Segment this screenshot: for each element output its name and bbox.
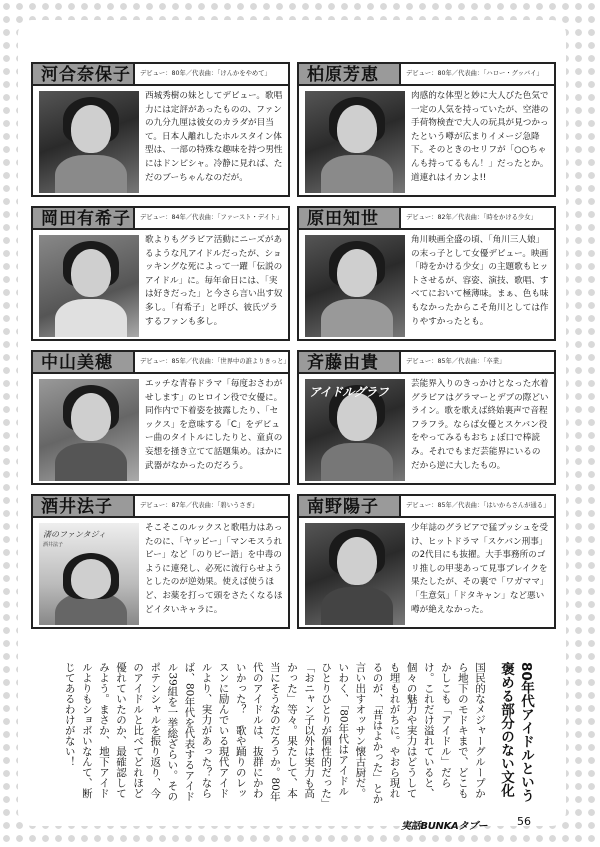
idol-photo — [305, 235, 405, 337]
idol-bio: エッチな青春ドラマ「毎度おさわがせします」のヒロイン役で女優に。同作内で下着姿を披露したり、「セックス」を意味する「C」をデビュー曲のタイトルにしたりと、童貞の妄想を掻き立てて話題集め。ほかに武器がなかったのだろう。 — [145, 379, 283, 471]
name-bar — [33, 64, 135, 86]
idol-debut: デビュー：80年／代表曲：「けんかをやめて」 — [140, 70, 271, 77]
idol-bio: そこそこのルックスと歌唱力はあったのに、「ヤッピー」「マンモスうれピー」など「のりピー語」を中毒のように連発し、必死に流行らせようとしたのが逆効果。使えば使うほど、お薬を打って頭をさたくなるほどイタいキャラに。 — [145, 523, 283, 615]
idol-bio: 肉感的な体型と妙に大人びた色気で一定の人気を持っていたが、空港の手荷物検査で大人の玩具が見つかったという噂が広まりイメージ急降下。そのときのセリフが「○○ちゃんも持ってるもん！」だったとか。道連れはイカンよ!! — [411, 91, 549, 183]
headline-line: 褒める部分のない文化 — [498, 662, 514, 797]
idol-name: 柏原芳恵 — [307, 65, 379, 85]
idol-debut: デビュー：87年／代表曲：「碧いうさぎ」 — [140, 502, 259, 509]
magazine-cover — [305, 379, 405, 481]
page-number: 56 — [517, 815, 531, 828]
debut-bar — [135, 208, 288, 230]
idol-card-okada — [31, 206, 290, 341]
idol-card-kawai — [31, 62, 290, 197]
name-bar — [299, 496, 401, 518]
idol-debut: デビュー：80年／代表曲：「ハロー・グッバイ」 — [406, 70, 543, 77]
magazine-logo: 実話BUNKAタブー — [401, 821, 488, 832]
article-headline — [494, 662, 536, 804]
idol-bio: 少年誌のグラビアで猛プッシュを受け、ヒットドラマ「スケバン刑事」の2代目にも抜擢。大手事務所のゴリ推しの甲斐あって見事ブレイクを果たしたが、その裏で「ワガママ」「生意気」「ドタキャン」など悪い噂が絶えなかった。 — [411, 523, 549, 615]
idol-bio: 西城秀樹の妹としてデビュー。歌唱力には定評があったものの、ファンの九分九厘は彼女のカラダが目当て。日本人離れしたホルスタイン体型は、一部の特殊な趣味を持つ男性にはドンピシャ。冷静に見れば、ただのブーちゃんなのだが。 — [145, 91, 283, 183]
name-bar — [33, 496, 135, 518]
debut-bar — [401, 352, 554, 374]
magazine-title: アイドルグラフ — [309, 385, 389, 399]
debut-bar — [135, 352, 288, 374]
idol-name: 河合奈保子 — [41, 65, 131, 85]
record-title: 渚のファンタジィ — [43, 530, 107, 539]
idol-debut: デビュー：85年／代表曲：「はいからさんが通る」 — [406, 502, 550, 509]
idol-debut: デビュー：85年／代表曲：「世界中の誰よりきっと」 — [140, 358, 290, 365]
article-body: 国民的なメジャーグループから地下のモドキまで、どこもかしこも「アイドル」だらけ。これだけ溢れていると、個々の魅力や実力はどうしても埋もれがちに。やおら現れるのが、「昔はよかった」とか言い出すオッサン懐古厨だ。いわく、「80年代はアイドルひとりひとりが個性的だった」「おニャン子以外は実力も高かった」等々。果たして、本当にそうなのだろうか。80年代のアイドルは、抜群にかわいかった？ 歌や踊りのレッスンに励んでいる現代アイドルより、実力があった？ならば、80年代を代表するアイドル39組を一挙総ざらい。そのポテンシャルを振り返り、今のアイドルと比べてどれほど優れていたのか、最確認してみよう。まさか、地下アイドルよりもショボいなんて、断じてあるわけがない！ — [63, 662, 486, 804]
idol-debut: デビュー：85年／代表曲：「卒業」 — [406, 358, 506, 365]
article — [22, 662, 536, 804]
debut-bar — [401, 208, 554, 230]
idol-name: 中山美穂 — [41, 353, 113, 373]
idol-card-kashiwabara — [297, 62, 556, 197]
idol-name: 南野陽子 — [307, 497, 379, 517]
idol-card-nakayama — [31, 350, 290, 485]
idol-name: 斉藤由貴 — [307, 353, 379, 373]
idol-name: 岡田有希子 — [41, 209, 131, 229]
idol-bio: 芸能界入りのきっかけとなった水着グラビアはグラマーとデブの際どいライン。歌を歌えば終始裏声で音程フラフラ。ならば女優とスケバン役をやってみるもおちょぼ口で棒読み。それでもまだ芸能界にいるのだから逆に大したもの。 — [411, 379, 549, 471]
idol-bio: 角川映画全盛の頃、「角川三人娘」の末っ子として女優デビュー。映画「時をかける少女」の主題歌もヒットさせるが、容姿、演技、歌唱、すべてにおいて極薄味。まぁ、色も味もなかったからこそ角川としては作りやすかったとも。 — [411, 235, 549, 327]
idol-photo — [305, 91, 405, 193]
idol-card-minamino — [297, 494, 556, 629]
idol-debut: デビュー：82年／代表曲：「時をかける少女」 — [406, 214, 537, 221]
record-artist: 酒井法子 — [43, 542, 64, 548]
record-cover — [39, 523, 139, 625]
idol-photo — [39, 379, 139, 481]
debut-bar — [135, 64, 288, 86]
idol-photo — [305, 523, 405, 625]
idol-debut: デビュー：84年／代表曲：「ファースト・デイト」 — [140, 214, 283, 221]
debut-bar — [401, 496, 554, 518]
debut-bar — [135, 496, 288, 518]
idol-name: 原田知世 — [307, 209, 379, 229]
name-bar — [299, 352, 401, 374]
name-bar — [299, 208, 401, 230]
debut-bar — [401, 64, 554, 86]
idol-card-harada — [297, 206, 556, 341]
name-bar — [33, 208, 135, 230]
name-bar — [299, 64, 401, 86]
headline-line: 80年代アイドルという — [518, 662, 534, 803]
idol-card-sakai — [31, 494, 290, 629]
idol-card-saito — [297, 350, 556, 485]
name-bar — [33, 352, 135, 374]
idol-photo — [39, 91, 139, 193]
idol-name: 酒井法子 — [41, 497, 113, 517]
idol-bio: 歌よりもグラビア活動にニーズがあるような凡アイドルだったが、ショッキングな死によって一躍「伝説のアイドル」に。毎年命日には、「実は好きだった」と今さら言い出す奴多し。「有希子」と呼び、彼氏ヅラするファンも多し。 — [145, 235, 283, 327]
idol-photo — [39, 235, 139, 337]
